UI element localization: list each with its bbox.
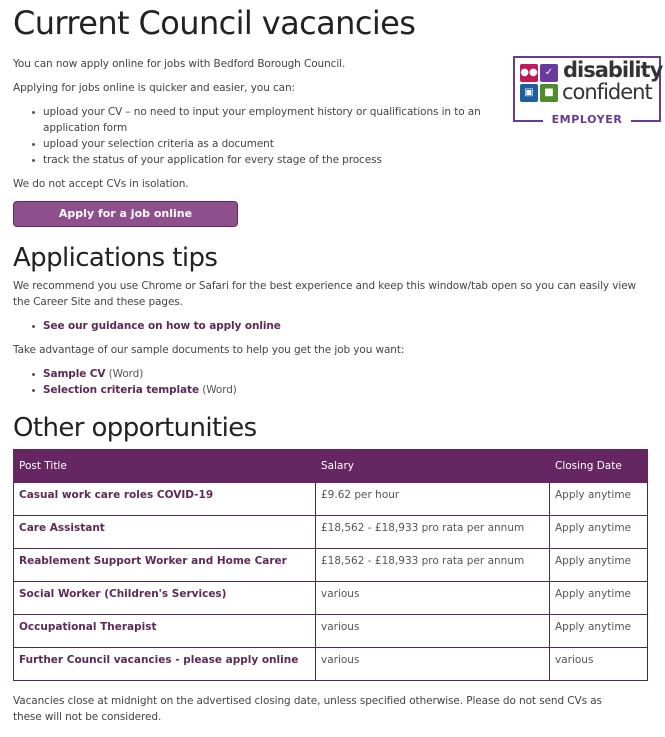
table-row: [14, 582, 648, 615]
checkmarks-icon: ✓: [540, 64, 558, 82]
opportunities-heading: Other opportunities: [13, 413, 257, 443]
post-title-cell[interactable]: Reablement Support Worker and Home Carer: [14, 549, 316, 582]
apply-online-button[interactable]: Apply for a job online: [13, 201, 238, 227]
column-header-closing-date: Closing Date: [550, 450, 648, 483]
disability-confident-logo: [513, 56, 661, 124]
tips-browser-note: We recommend you use Chrome or Safari for the best experience and keep this window/tab open so you can easily view the Career Site and these pages.: [13, 280, 637, 308]
table-row: [14, 549, 648, 582]
closing-date-cell: Apply anytime: [550, 615, 648, 648]
logo-word-employer: EMPLOYER: [551, 113, 623, 126]
intro-benefits-lead: Applying for jobs online is quicker and easier, you can:: [13, 82, 295, 94]
people-icon: ●●: [520, 64, 538, 82]
salary-cell: various: [316, 615, 550, 648]
sample-doc-item: [13, 366, 237, 382]
post-title-cell[interactable]: Occupational Therapist: [14, 615, 316, 648]
table-row: [14, 516, 648, 549]
table-header-row: [14, 450, 648, 483]
table-row: [14, 483, 648, 516]
padlock-icon: ▣: [520, 84, 538, 102]
benefit-item: track the status of your application for every stage of the process: [13, 152, 493, 168]
column-header-post-title: Post Title: [14, 450, 316, 483]
file-type-label: (Word): [105, 368, 144, 380]
salary-cell: various: [316, 648, 550, 681]
closing-date-cell: Apply anytime: [550, 483, 648, 516]
page-title: Current Council vacancies: [13, 4, 416, 42]
closing-date-cell: Apply anytime: [550, 549, 648, 582]
table-row: [14, 615, 648, 648]
cv-isolation-note: We do not accept CVs in isolation.: [13, 178, 189, 190]
sample-docs-lead: Take advantage of our sample documents to help you get the job you want:: [13, 344, 405, 356]
benefit-item: upload your selection criteria as a document: [13, 136, 493, 152]
vacancies-table: [13, 449, 648, 681]
salary-cell: £18,562 - £18,933 pro rata per annum: [316, 549, 550, 582]
logo-word-disability: disability: [563, 58, 663, 82]
salary-cell: various: [316, 582, 550, 615]
column-header-salary: Salary: [316, 450, 550, 483]
sample-doc-item: [13, 382, 237, 398]
speech-person-icon: ■: [540, 84, 558, 102]
sample-cv-link[interactable]: Sample CV: [43, 368, 106, 380]
closing-date-cell: various: [550, 648, 648, 681]
selection-criteria-link[interactable]: Selection criteria template: [43, 384, 199, 396]
post-title-cell[interactable]: Care Assistant: [14, 516, 316, 549]
sample-docs-list: [13, 366, 237, 398]
table-row: [14, 648, 648, 681]
guidance-item: [13, 318, 281, 334]
post-title-cell[interactable]: Further Council vacancies - please apply online: [14, 648, 316, 681]
benefits-list: [13, 104, 493, 168]
intro-paragraph: You can now apply online for jobs with Bedford Borough Council.: [13, 58, 346, 70]
closing-policy-note: Vacancies close at midnight on the advertised closing date, unless specified otherwise. Please do not send CVs as these will not be considered.: [13, 695, 602, 723]
tips-heading: Applications tips: [13, 243, 218, 273]
guidance-link[interactable]: See our guidance on how to apply online: [43, 320, 281, 332]
file-type-label: (Word): [198, 384, 237, 396]
post-title-cell[interactable]: Social Worker (Children's Services): [14, 582, 316, 615]
salary-cell: £18,562 - £18,933 pro rata per annum: [316, 516, 550, 549]
post-title-cell[interactable]: Casual work care roles COVID-19: [14, 483, 316, 516]
closing-date-cell: Apply anytime: [550, 516, 648, 549]
benefit-item: upload your CV – no need to input your employment history or qualifications in to an application form: [13, 104, 493, 136]
closing-date-cell: Apply anytime: [550, 582, 648, 615]
logo-word-confident: confident: [562, 80, 652, 104]
guidance-list: [13, 318, 281, 334]
salary-cell: £9.62 per hour: [316, 483, 550, 516]
